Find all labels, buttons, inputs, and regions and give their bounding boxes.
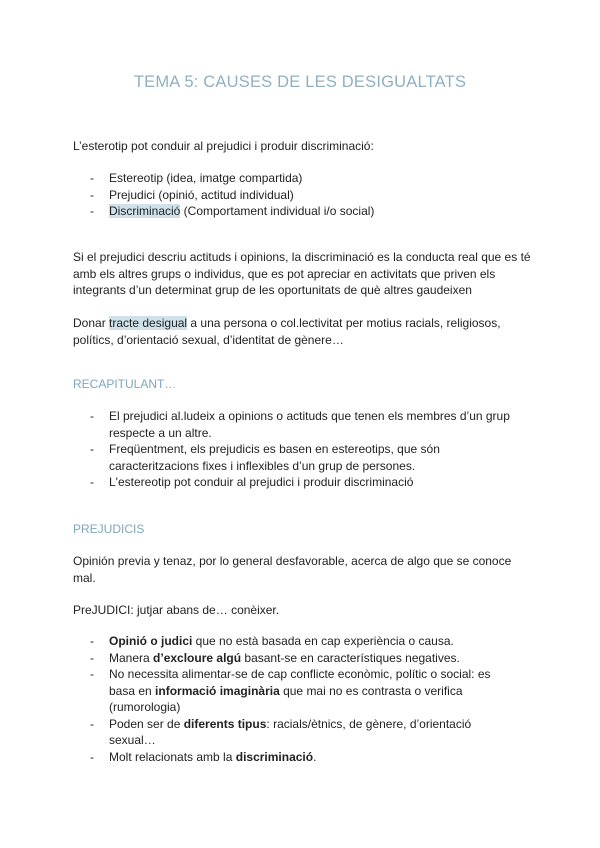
dash-bullet: - [90,650,94,665]
dash-bullet: - [90,716,94,731]
bold-term: diferents tipus [183,716,267,731]
text-segment: : racials/ètnics, de gènere, d’orientació sexual… [109,716,472,747]
list-item [73,170,513,187]
text-segment: que no està basada en cap experiència o causa. [192,634,454,648]
list-item [73,474,513,491]
text-segment: Poden ser de [109,716,184,731]
list-item [73,187,513,204]
dash-bullet: - [90,634,94,648]
dash-bullet: - [90,475,94,489]
prejudices-heading: PREJUDICIS [73,522,145,536]
dash-bullet: - [90,442,94,456]
list-item-text: El prejudici al.ludeix a opinions o actituds que tenen els membres d’un grup respecte a un altre. [109,409,510,440]
page-title: TEMA 5: CAUSES DE LES DESIGUALTATS [133,73,467,91]
list-item-text: Estereotip (idea, imatge compartida) [109,171,303,185]
dash-bullet: - [90,667,94,681]
prejudice-etymology: PreJUDICI: jutjar abans de… conèixer. [73,603,280,617]
bold-term: Opinió o judici [109,634,193,648]
highlighted-term: tracte desigual [109,316,188,330]
bold-term: informació imaginària [155,683,280,698]
list-item [73,633,513,650]
dash-bullet: - [90,204,94,218]
highlighted-term: Discriminació [109,204,181,218]
bold-term: d’excloure algú [153,650,242,665]
list-item-text: (Comportament individual i/o social) [180,204,375,218]
list-item [73,441,513,474]
intro-paragraph: L’esterotip pot conduir al prejudici i produir discriminació: [73,139,374,153]
dash-bullet: - [90,171,94,185]
text-segment: Molt relacionats amb la [109,749,236,764]
discrimination-paragraph: Si el prejudici descriu actituds i opinions, la discriminació es la conducta real que es té amb els altres grups o individus, que es pot apreciar en activitats que priven els integrants d’un determinat grup de les oportunitats de què altres gaudeixen [73,250,531,297]
list-item-text: Prejudici (opinió, actitud individual) [109,187,294,202]
text-segment: Manera [109,650,154,665]
recap-heading: RECAPITULANT… [73,377,177,391]
list-item [73,666,513,716]
list-item [73,203,513,220]
list-item-text: Freqüentment, els prejudicis es basen en estereotips, que són caracteritzacions fixes i inflexibles d’un grup de persones. [109,442,440,473]
unequal-treatment-paragraph [73,315,533,348]
list-item-text: L'estereotip pot conduir al prejudici i produir discriminació [109,475,414,489]
recap-list [73,408,513,491]
text-segment: que mai no es contrasta o verifica (rumorologia) [109,683,463,714]
text-segment: basant-se en característiques negatives. [241,650,460,665]
list-item [73,716,513,749]
text-segment: No necessita alimentar-se de cap conflicte econòmic, polític o social: es basa en [109,667,491,698]
dash-bullet: - [90,409,94,423]
intro-list [73,170,513,220]
list-item [73,749,513,766]
text-segment: a una persona o col.lectivitat per motius racials, religiosos, polítics, d’orientació sexual, d’identitat de gènere… [73,316,501,347]
bold-term: discriminació [235,749,314,764]
text-segment: . [313,749,317,764]
prejudice-list [73,633,513,765]
dash-bullet: - [90,187,94,202]
prejudice-definition: Opinión previa y tenaz, por lo general desfavorable, acerca de algo que se conoce mal. [73,554,512,585]
dash-bullet: - [90,749,94,764]
text-segment: Donar [73,316,110,330]
list-item [73,650,513,667]
list-item [73,408,513,441]
